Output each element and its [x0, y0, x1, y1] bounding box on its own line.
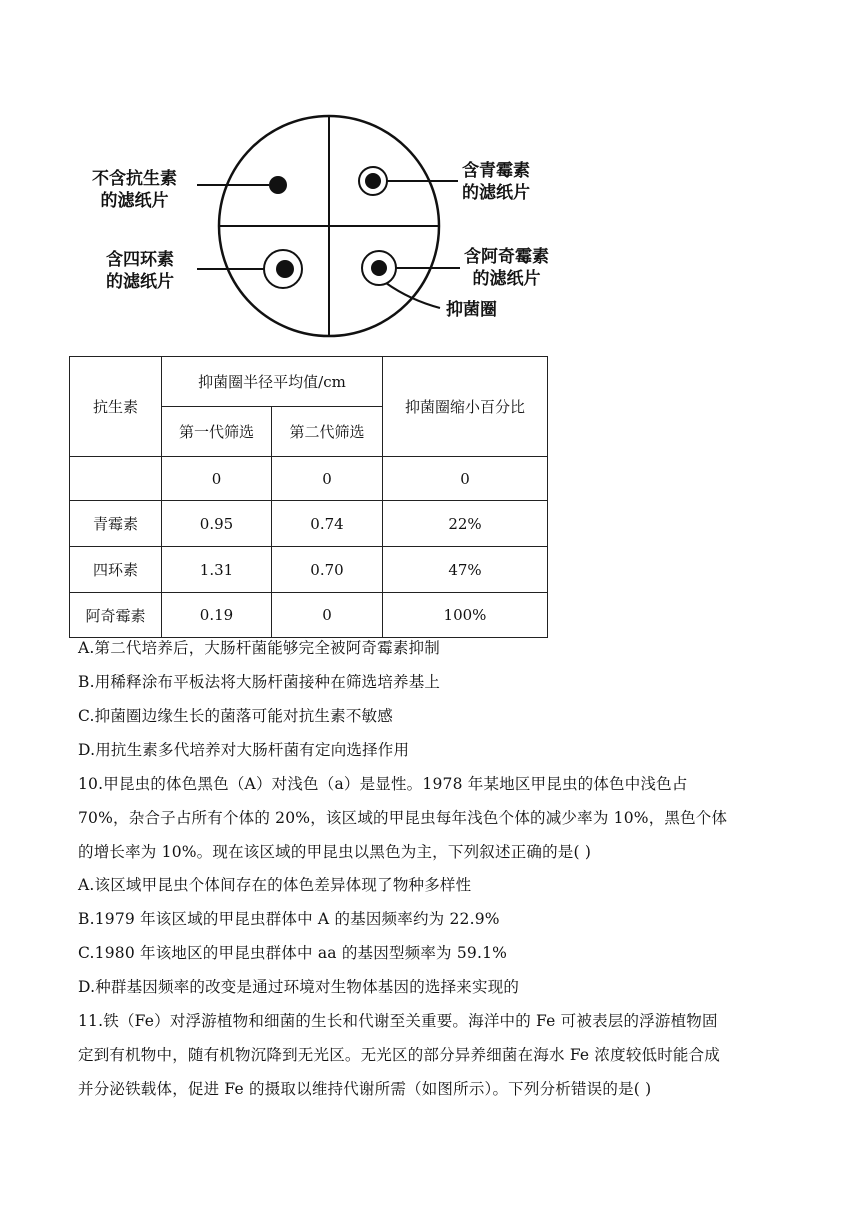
q10-stem-line-3: 的增长率为 10%。现在该区域的甲昆虫以黑色为主，下列叙述正确的是( ) — [78, 843, 592, 861]
label-inhibition-zone: 抑菌圈 — [446, 300, 497, 320]
q9-option-a: A.第二代培养后，大肠杆菌能够完全被阿奇霉素抑制 — [78, 639, 440, 657]
cell-percent: 47% — [383, 547, 548, 593]
q10-stem-line-2: 70%，杂合子占所有个体的 20%，该区域的甲昆虫每年浅色个体的减少率为 10%，黑色个体 — [78, 809, 728, 827]
cell-gen1: 1.31 — [162, 547, 272, 593]
header-radius: 抑菌圈半径平均值/cm — [162, 357, 383, 407]
q10-option-b: B.1979 年该区域的甲昆虫群体中 A 的基因频率约为 22.9% — [78, 910, 500, 928]
label-no-antibiotic: 不含抗生素 的滤纸片 — [92, 169, 177, 211]
filter-disc-no-antibiotic — [269, 176, 287, 194]
q10-option-d: D.种群基因频率的改变是通过环境对生物体基因的选择来实现的 — [78, 978, 520, 996]
table-row — [70, 457, 548, 501]
header-gen2: 第二代筛选 — [272, 407, 383, 457]
cell-name: 四环素 — [70, 547, 162, 593]
q11-stem-line-3: 并分泌铁载体，促进 Fe 的摄取以维持代谢所需（如图所示）。下列分析错误的是( ) — [78, 1080, 652, 1098]
label-tetracycline: 含四环素 的滤纸片 — [106, 250, 174, 292]
label-azithromycin: 含阿奇霉素 的滤纸片 — [464, 247, 549, 289]
inhibition-zone-table — [69, 356, 548, 638]
cell-gen2: 0 — [272, 457, 383, 501]
q10-option-c: C.1980 年该地区的甲昆虫群体中 aa 的基因型频率为 59.1% — [78, 944, 508, 962]
petri-dish-figure — [0, 0, 860, 352]
filter-disc-penicillin — [365, 173, 381, 189]
header-gen1: 第一代筛选 — [162, 407, 272, 457]
cell-gen2: 0.70 — [272, 547, 383, 593]
table-row — [70, 547, 548, 593]
cell-gen1: 0.19 — [162, 593, 272, 638]
header-antibiotic: 抗生素 — [70, 357, 162, 457]
q10-stem-line-1: 10.甲昆虫的体色黑色（A）对浅色（a）是显性。1978 年某地区甲昆虫的体色中浅色占 — [78, 775, 688, 793]
cell-gen1: 0 — [162, 457, 272, 501]
cell-percent: 22% — [383, 501, 548, 547]
cell-gen2: 0.74 — [272, 501, 383, 547]
cell-name — [70, 457, 162, 501]
label-penicillin: 含青霉素 的滤纸片 — [462, 161, 530, 203]
cell-percent: 0 — [383, 457, 548, 501]
q9-option-d: D.用抗生素多代培养对大肠杆菌有定向选择作用 — [78, 741, 410, 759]
filter-disc-tetracycline — [276, 260, 294, 278]
q9-option-c: C.抑菌圈边缘生长的菌落可能对抗生素不敏感 — [78, 707, 393, 725]
header-percent: 抑菌圈缩小百分比 — [383, 357, 548, 457]
cell-name: 青霉素 — [70, 501, 162, 547]
table-row — [70, 593, 548, 638]
cell-gen1: 0.95 — [162, 501, 272, 547]
q11-stem-line-1: 11.铁（Fe）对浮游植物和细菌的生长和代谢至关重要。海洋中的 Fe 可被表层的浮游植物固 — [78, 1012, 718, 1030]
cell-percent: 100% — [383, 593, 548, 638]
filter-disc-azithromycin — [371, 260, 387, 276]
q11-stem-line-2: 定到有机物中，随有机物沉降到无光区。无光区的部分异养细菌在海水 Fe 浓度较低时能合成 — [78, 1046, 721, 1064]
q10-option-a: A.该区域甲昆虫个体间存在的体色差异体现了物种多样性 — [78, 876, 472, 894]
cell-gen2: 0 — [272, 593, 383, 638]
q9-option-b: B.用稀释涂布平板法将大肠杆菌接种在筛选培养基上 — [78, 673, 441, 691]
table-row — [70, 501, 548, 547]
cell-name: 阿奇霉素 — [70, 593, 162, 638]
